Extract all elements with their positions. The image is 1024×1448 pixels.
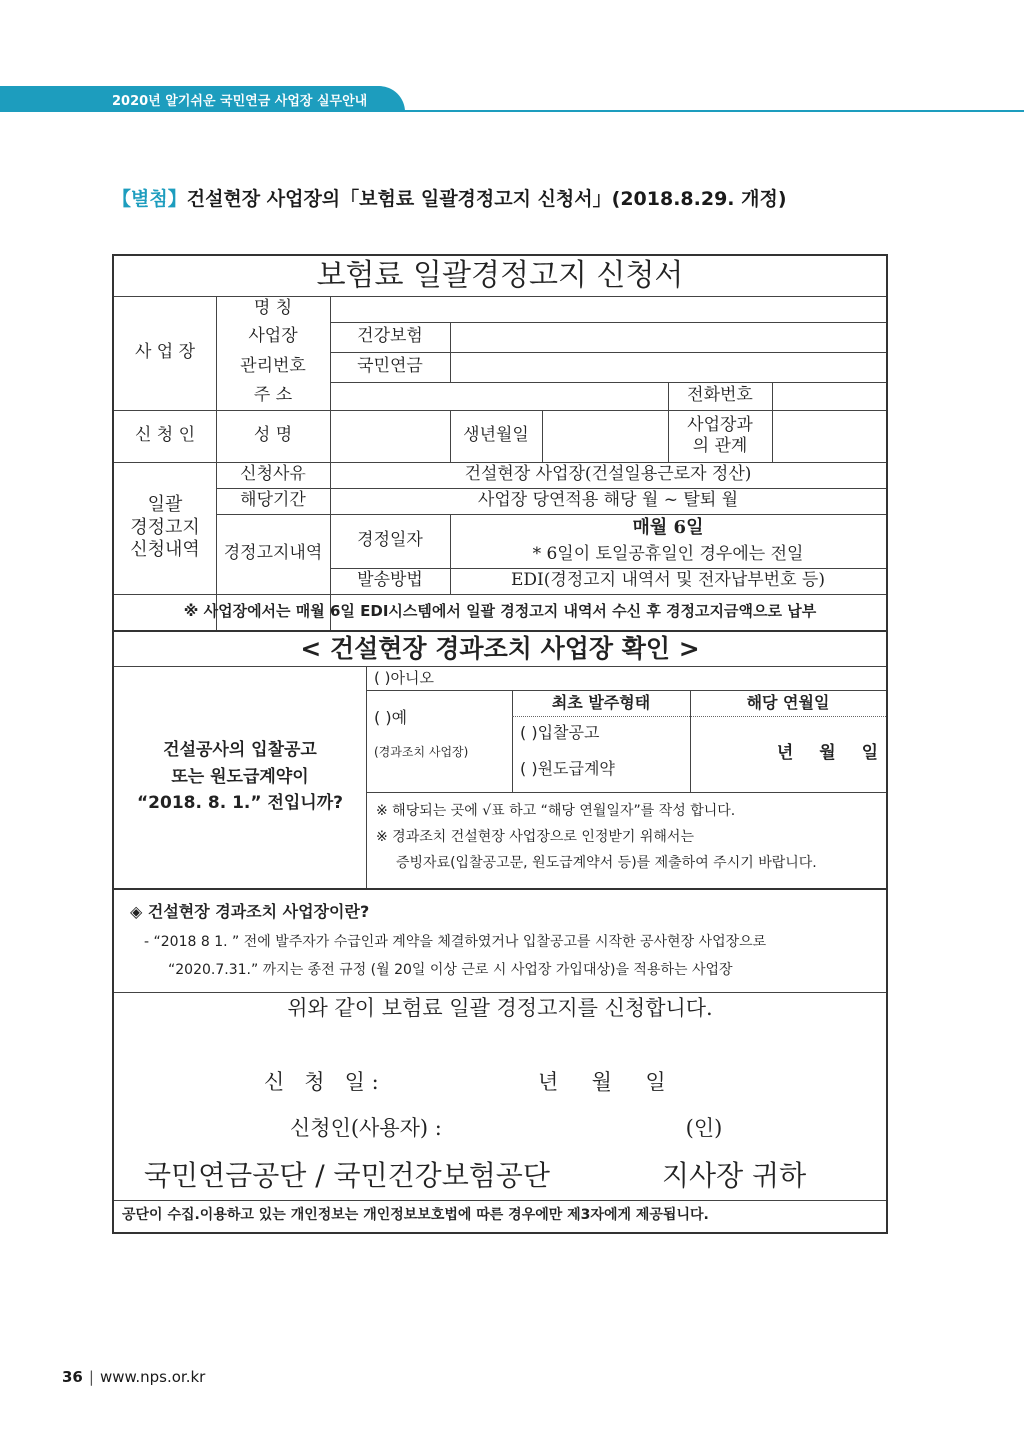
date-label: 경정일자 (357, 530, 423, 551)
sign-applicant-label: 신청인(사용자) : (290, 1115, 442, 1140)
option-yes[interactable]: ( )예 (374, 708, 408, 727)
form-title: 보험료 일괄경정고지 신청서 (316, 258, 684, 294)
workplace-address-label: 주 소 (253, 385, 293, 406)
footer-separator: | (88, 1368, 94, 1386)
definition-line-1: - “2018 8 1. ” 전에 발주자가 수급인과 계약을 체결하였거나 입찰공고를 시작한 공사현장 사업장으로 (144, 934, 767, 951)
footer-url[interactable]: www.nps.or.kr (99, 1368, 206, 1386)
page-number: 36 (62, 1368, 83, 1386)
definition-line-2: “2020.7.31.” 까지는 종전 규정 (월 20일 이상 근로 시 사업장 가입대상)을 적용하는 사업장 (168, 962, 733, 979)
sign-statement: 위와 같이 보험료 일괄 경정고지를 신청합니다. (287, 995, 713, 1020)
method-label: 발송방법 (357, 570, 423, 591)
transition-note-3: 증빙자료(입찰공고문, 원도급계약서 등)를 제출하여 주시기 바랍니다. (396, 855, 817, 872)
relation-label: 사업장과 의 관계 (687, 414, 753, 456)
heading-text: 건설현장 사업장의「보험료 일괄경정고지 신청서」(2018.8.29. 개정) (186, 188, 787, 210)
transition-title: < 건설현장 경과조치 사업장 확인 > (300, 634, 700, 664)
sign-recipient-suffix: 지사장 귀하 (662, 1158, 807, 1192)
option-yes-sub: (경과조치 사업장) (374, 744, 469, 759)
option-bid[interactable]: ( )입찰공고 (520, 723, 600, 742)
date-value-1: 매월 6일 (632, 516, 704, 538)
option-contract[interactable]: ( )원도급계약 (520, 759, 615, 778)
health-insurance-label: 건강보험 (357, 326, 423, 347)
definition-title: ◈ 건설현장 경과조치 사업장이란? (130, 902, 370, 921)
section-request: 일괄 경정고지 신청내역 (130, 494, 200, 561)
first-form-label: 최초 발주형태 (551, 693, 651, 712)
sign-recipient: 국민연금공단 / 국민건강보험공단 (144, 1158, 550, 1192)
transition-question: 건설공사의 입찰공고 또는 원도급계약이 “2018. 8. 1.” 전입니까? (137, 740, 343, 814)
birth-label: 생년월일 (463, 425, 529, 446)
page-heading (112, 184, 787, 211)
page-footer (62, 1368, 205, 1386)
method-value: EDI(경정고지 내역서 및 전자납부번호 등) (511, 570, 825, 591)
date-value-2: * 6일이 토일공휴일인 경우에는 전일 (532, 544, 804, 565)
privacy-notice: 공단이 수집.이용하고 있는 개인정보는 개인정보보호법에 따른 경우에만 제3자에게 제공됩니다. (122, 1207, 709, 1224)
transition-date-value: 년 월 일 (776, 743, 878, 764)
reason-label: 신청사유 (240, 464, 306, 485)
workplace-mgmt-label-1: 사업장 (248, 326, 298, 347)
sign-seal: (인) (685, 1115, 723, 1140)
header-banner (0, 86, 405, 112)
transition-note-2: ※ 경과조치 건설현장 사업장으로 인정받기 위해서는 (376, 829, 694, 846)
option-no[interactable]: ( )아니오 (374, 668, 434, 687)
sign-date-value: 년 월 일 (538, 1069, 666, 1094)
sign-date-label: 신 청 일 : (264, 1069, 379, 1094)
heading-tag: 【별첨】 (112, 188, 187, 210)
application-form (112, 254, 888, 1234)
workplace-name-label: 명 칭 (253, 298, 293, 319)
banner-divider (0, 110, 1024, 112)
applicant-name-label: 성 명 (253, 425, 293, 446)
detail-label: 경정고지내역 (223, 543, 323, 564)
period-value: 사업장 당연적용 해당 월 ~ 탈퇴 월 (477, 490, 739, 511)
period-label: 해당기간 (240, 490, 306, 511)
pension-label: 국민연금 (357, 356, 423, 377)
transition-note-1: ※ 해당되는 곳에 √표 하고 “해당 연월일자”를 작성 합니다. (376, 803, 736, 820)
workplace-mgmt-label-2: 관리번호 (240, 356, 306, 377)
phone-label: 전화번호 (687, 385, 753, 406)
section-applicant: 신 청 인 (134, 425, 196, 446)
transition-date-label: 해당 연월일 (746, 693, 830, 712)
reason-value: 건설현장 사업장(건설일용근로자 정산) (464, 464, 752, 485)
banner-title: 2020년 알기쉬운 국민연금 사업장 실무안내 (112, 94, 368, 109)
request-notice: ※ 사업장에서는 매월 6일 EDI시스템에서 일괄 경정고지 내역서 수신 후 경정고지금액으로 납부 (183, 601, 817, 620)
section-workplace: 사 업 장 (134, 342, 196, 363)
